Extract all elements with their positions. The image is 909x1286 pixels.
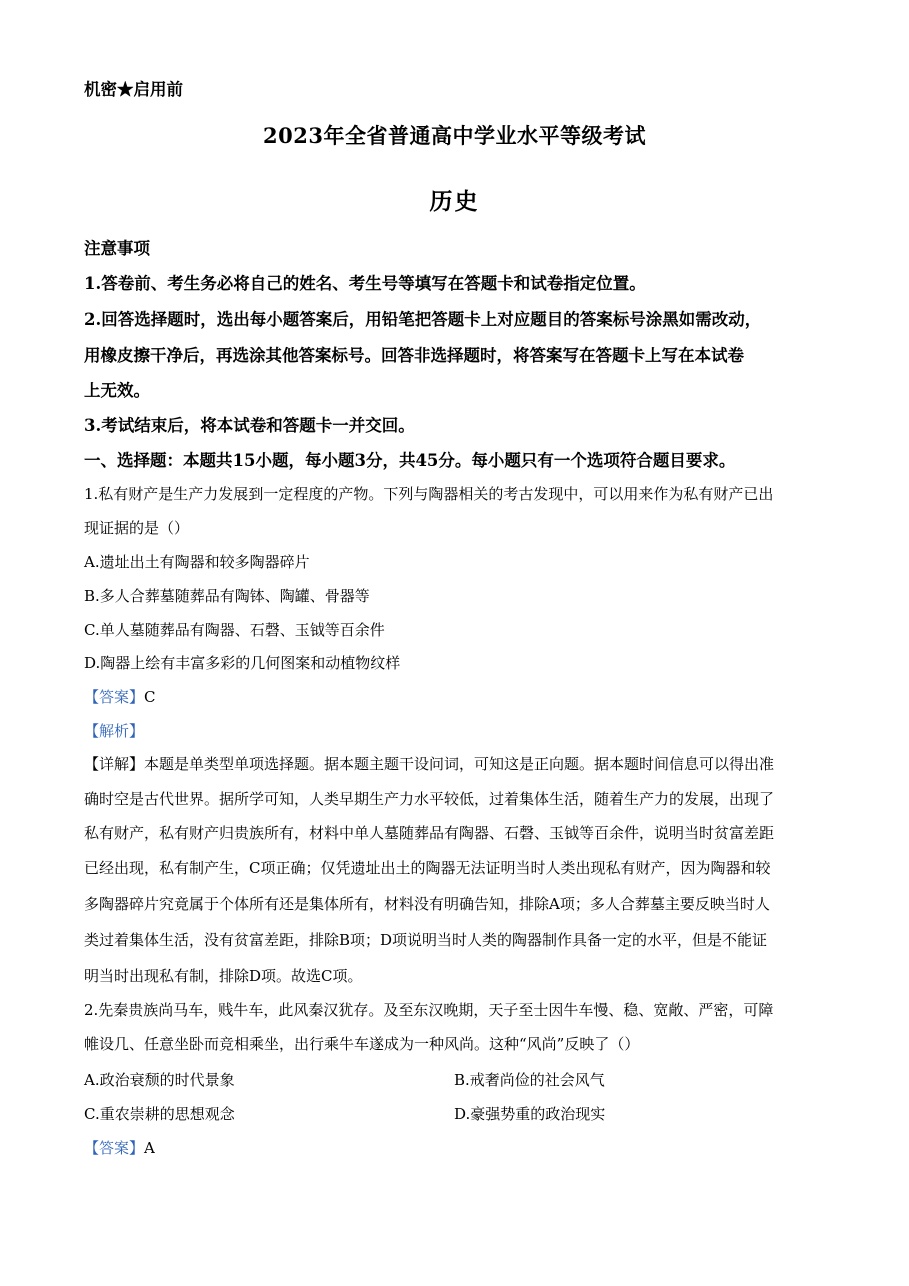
q2-option-b: B.戒奢尚俭的社会风气 [454, 1071, 605, 1089]
notes-item-3: 3.考试结束后，将本试卷和答题卡一并交回。 [84, 416, 415, 435]
notes-item-2-line3: 上无效。 [84, 381, 150, 400]
q1-detail-line5: 多陶器碎片究竟属于个体所有还是集体所有，材料没有明确告知，排除A项；多人合葬墓主要反映当时人 [84, 895, 770, 913]
notes-item-2-line1: 2.回答选择题时，选出每小题答案后，用铅笔把答题卡上对应题目的答案标号涂黑如需改动， [84, 310, 762, 329]
q1-option-b: B.多人合葬墓随葬品有陶钵、陶罐、骨器等 [84, 587, 370, 605]
q1-detail-line3: 私有财产，私有财产归贵族所有，材料中单人墓随葬品有陶器、石磬、玉钺等百余件，说明当时贫富差距 [84, 824, 775, 842]
answer-value: C [144, 688, 156, 706]
q1-analysis-tag: 【解析】 [84, 722, 145, 740]
subject-title: 历史 [429, 188, 480, 215]
exam-title: 2023年全省普通高中学业水平等级考试 [263, 123, 646, 148]
q2-options-row1 [84, 1069, 824, 1090]
q1-detail-line1 [84, 753, 774, 774]
detail-tag: 【详解】 [84, 755, 145, 773]
q1-detail-line7: 明当时出现私有制，排除D项。故选C项。 [84, 967, 363, 985]
confidential-label: 机密★启用前 [84, 80, 183, 99]
q1-detail-line6: 类过着集体生活，没有贫富差距，排除B项；D项说明当时人类的陶器制作具备一定的水平，但是不能证 [84, 931, 768, 949]
q2-stem-line2: 帷设几、任意坐卧而竞相乘坐，出行乘牛车遂成为一种风尚。这种“风尚”反映了（） [84, 1035, 640, 1053]
notes-heading: 注意事项 [84, 239, 150, 258]
q2-stem-line1: 2.先秦贵族尚马车，贱牛车，此风秦汉犹存。及至东汉晚期，天子至士因牛车慢、稳、宽敞、严密，可障 [84, 1001, 774, 1019]
notes-item-2-line2: 用橡皮擦干净后，再选涂其他答案标号。回答非选择题时，将答案写在答题卡上写在本试卷 [84, 346, 744, 365]
q2-option-a: A.政治衰颓的时代景象 [84, 1071, 235, 1089]
q1-stem-line1: 1.私有财产是生产力发展到一定程度的产物。下列与陶器相关的考古发现中，可以用来作为私有财产已出 [84, 485, 774, 503]
q1-detail-line2: 确时空是古代世界。据所学可知，人类早期生产力水平较低，过着集体生活，随着生产力的发展，出现了 [84, 790, 775, 808]
detail-text: 本题是单类型单项选择题。据本题主题干设问词，可知这是正向题。据本题时间信息可以得出准 [144, 755, 775, 773]
q1-option-a: A.遗址出土有陶器和较多陶器碎片 [84, 553, 310, 571]
q1-stem-line2: 现证据的是（） [84, 519, 190, 537]
q1-option-d: D.陶器上绘有丰富多彩的几何图案和动植物纹样 [84, 654, 401, 672]
q2-option-c: C.重农崇耕的思想观念 [84, 1105, 235, 1123]
answer-value: A [144, 1139, 155, 1157]
q2-answer [84, 1137, 155, 1158]
q1-answer [84, 686, 156, 707]
q2-option-d: D.豪强势重的政治现实 [454, 1105, 606, 1123]
notes-item-1: 1.答卷前、考生务必将自己的姓名、考生号等填写在答题卡和试卷指定位置。 [84, 274, 646, 293]
q2-options-row2 [84, 1103, 824, 1124]
answer-tag: 【答案】 [84, 1139, 145, 1157]
answer-tag: 【答案】 [84, 688, 145, 706]
q1-detail-line4: 已经出现，私有制产生，C项正确；仅凭遗址出土的陶器无法证明当时人类出现私有财产，因为陶器和较 [84, 859, 771, 877]
section-heading: 一、选择题：本题共15小题，每小题3分，共45分。每小题只有一个选项符合题目要求。 [84, 451, 736, 470]
q1-option-c: C.单人墓随葬品有陶器、石磬、玉钺等百余件 [84, 621, 385, 639]
